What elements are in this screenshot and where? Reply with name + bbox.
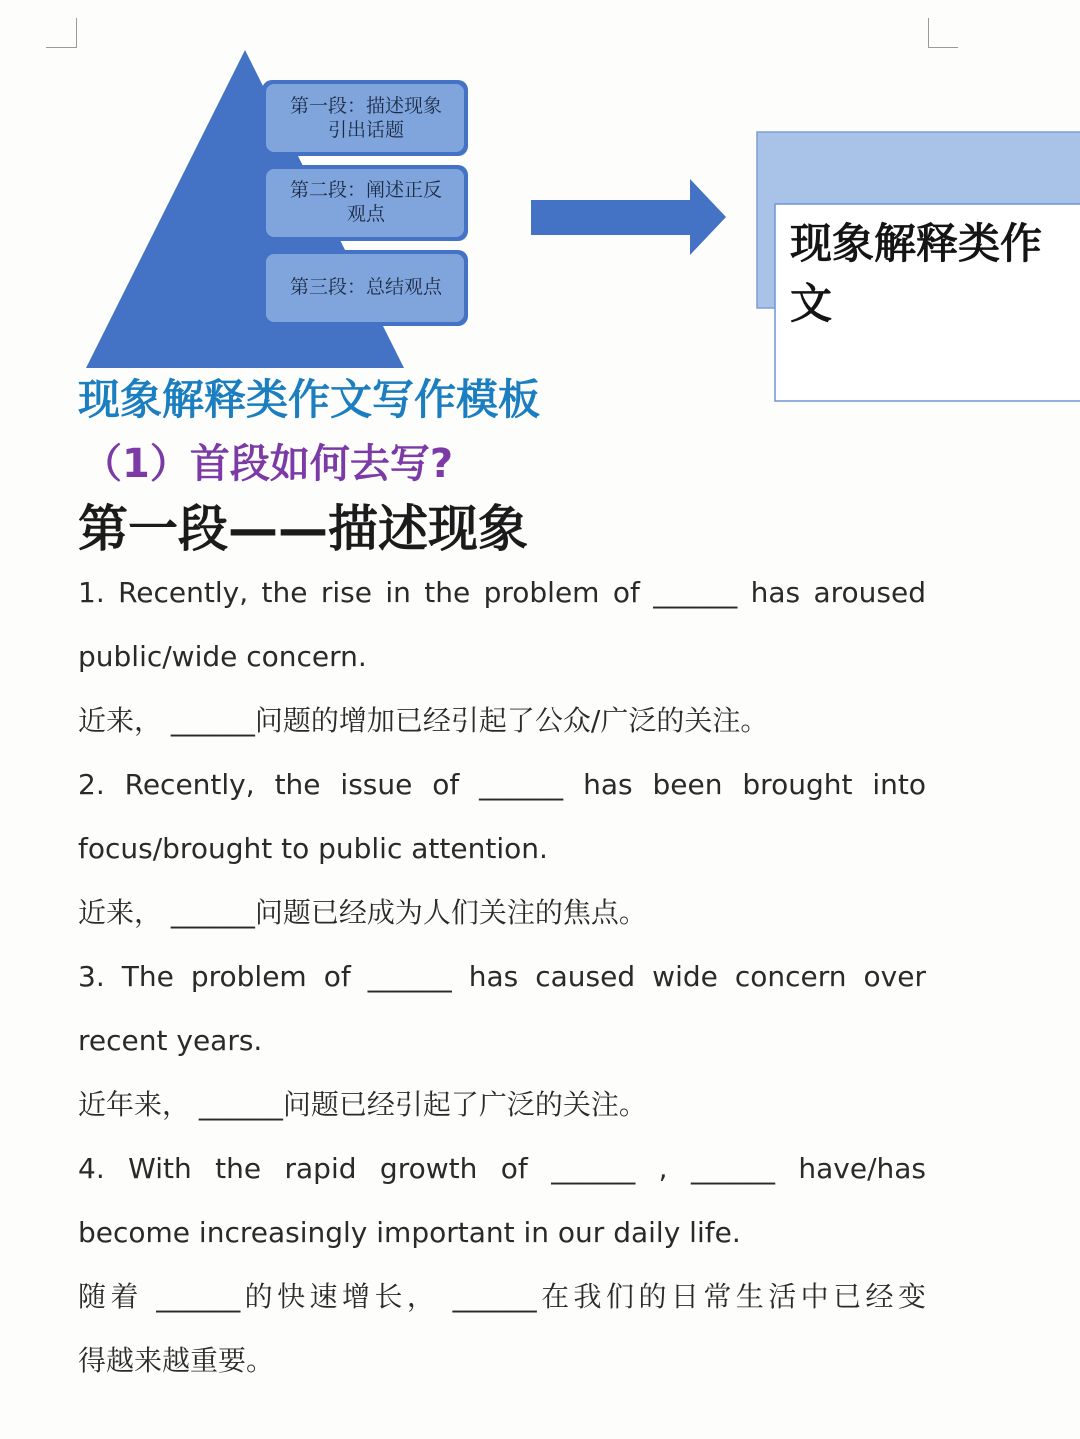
title-box-line-1: 现象解释类作 bbox=[790, 219, 1043, 268]
title-box-line-2: 文 bbox=[790, 279, 833, 328]
right-arrow-icon bbox=[531, 179, 726, 255]
segment-2-line-1: 第二段：阐述正反 bbox=[289, 179, 442, 201]
main-heading: 现象解释类作文写作模板 bbox=[78, 375, 541, 424]
text-line-2: public/wide concern. bbox=[78, 640, 367, 673]
text-line-5: focus/brought to public attention. bbox=[78, 832, 548, 865]
section-heading: 第一段——描述现象 bbox=[78, 500, 528, 558]
text-line-4: 2. Recently, the issue of ______ has been brought into bbox=[78, 768, 926, 801]
segment-2-line-2: 观点 bbox=[346, 203, 385, 225]
text-line-7: 3. The problem of ______ has caused wide concern over bbox=[78, 960, 926, 993]
pyramid-segment-label-2 bbox=[266, 178, 466, 226]
text-line-13: 得越来越重要。 bbox=[78, 1344, 275, 1377]
text-line-6: 近来， ______问题已经成为人们关注的焦点。 bbox=[78, 896, 647, 929]
text-line-1: 1. Recently, the rise in the problem of ______ has aroused bbox=[78, 576, 926, 609]
pyramid-segment-label-1 bbox=[266, 94, 466, 142]
pyramid-segment-label-3 bbox=[266, 275, 466, 299]
text-line-3: 近来， ______问题的增加已经引起了公众/广泛的关注。 bbox=[78, 704, 769, 737]
text-line-10: 4. With the rapid growth of ______ , ______ have/has bbox=[78, 1152, 926, 1185]
text-line-9: 近年来， ______问题已经引起了广泛的关注。 bbox=[78, 1088, 647, 1121]
text-line-12: 随着 ______的快速增长， ______在我们的日常生活中已经变 bbox=[78, 1280, 926, 1313]
pyramid-diagram bbox=[0, 0, 1080, 420]
text-line-8: recent years. bbox=[78, 1024, 263, 1057]
title-box-text bbox=[790, 214, 1080, 334]
sub-heading: （1）首段如何去写? bbox=[82, 441, 454, 487]
segment-3-line-1: 第三段：总结观点 bbox=[289, 276, 442, 298]
segment-1-line-2: 引出话题 bbox=[327, 119, 404, 141]
template-sentences bbox=[78, 561, 926, 1393]
text-line-11: become increasingly important in our daily life. bbox=[78, 1216, 741, 1249]
segment-1-line-1: 第一段：描述现象 bbox=[289, 95, 442, 117]
